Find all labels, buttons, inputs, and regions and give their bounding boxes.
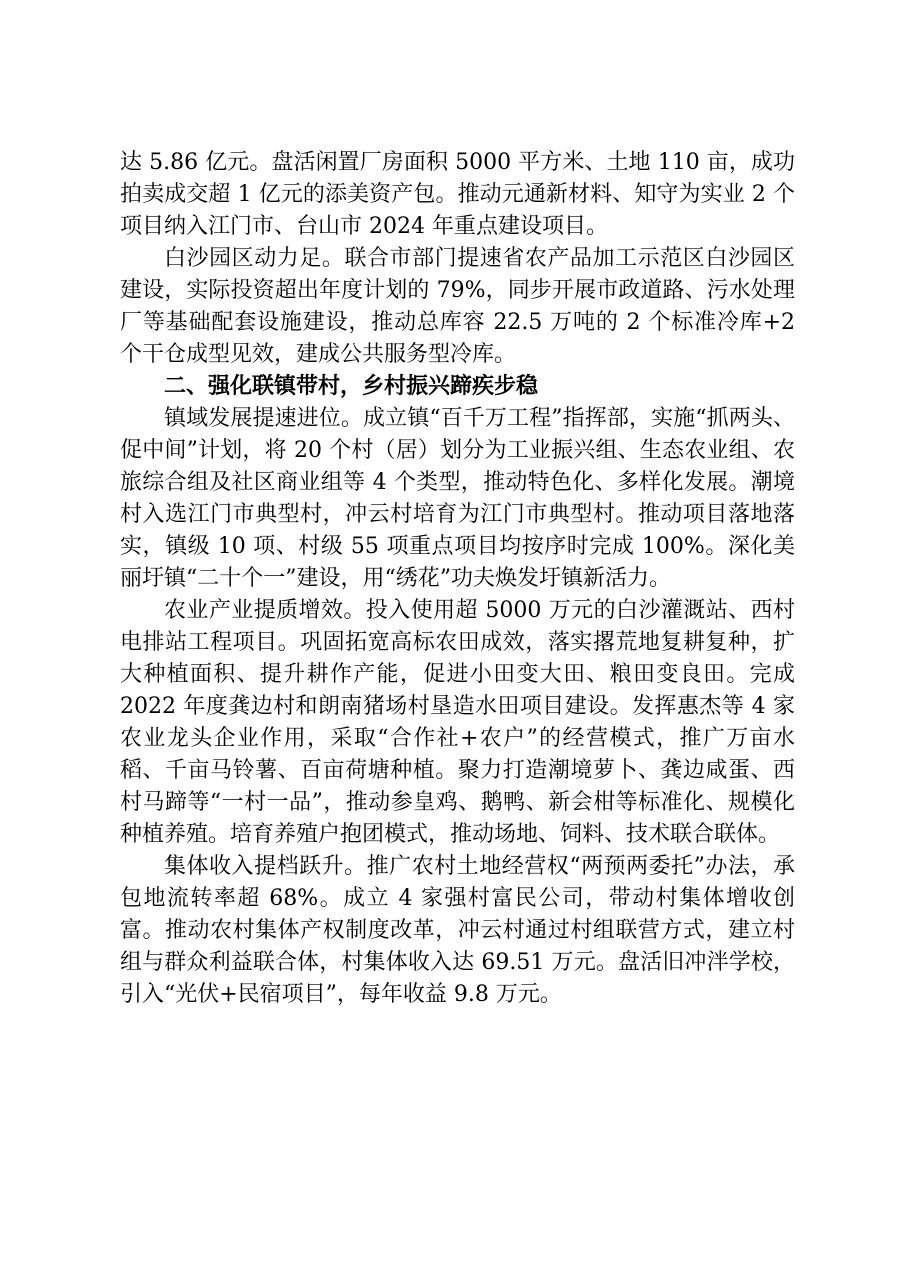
document-body [120,147,795,1011]
paragraph-town-development: 镇域发展提速进位。成立镇“百千万工程”指挥部，实施“抓两头、促中间”计划，将 20 个村（居）划分为工业振兴组、生态农业组、农旅综合组及社区商业组等 4 个类型，推动特色化、多样化发展。潮境村入选江门市典型村，冲云村培育为江门市典型村。推动项目落地落实，镇级 10 项、村级 55 项重点项目均按序时完成 100%。深化美丽圩镇“二十个一”建设，用“绣花”功夫焕发圩镇新活力。 [120,406,795,591]
paragraph-baisha-park: 白沙园区动力足。联合市部门提速省农产品加工示范区白沙园区建设，实际投资超出年度计划的 79%，同步开展市政道路、污水处理厂等基础配套设施建设，推动总库容 22.5 万吨的 2 个标准冷库+2 个干仓成型见效，建成公共服务型冷库。 [120,246,795,367]
section-heading: 二、强化联镇带村，乡村振兴蹄疾步稳 [164,374,539,399]
paragraph-continuation: 达 5.86 亿元。盘活闲置厂房面积 5000 平方米、土地 110 亩，成功拍卖成交超 1 亿元的添美资产包。推动元通新材料、知守为实业 2 个项目纳入江门市、台山市 2024 年重点建设项目。 [120,150,795,239]
paragraph-agriculture: 农业产业提质增效。投入使用超 5000 万元的白沙灌溉站、西村电排站工程项目。巩固拓宽高标农田成效，落实撂荒地复耕复种，扩大种植面积、提升耕作产能，促进小田变大田、粮田变良田。完成 2022 年度龚边村和朗南猪场村垦造水田项目建设。发挥惠杰等 4 家农业龙头企业作用，采取“合作社+农户”的经营模式，推广万亩水稻、千亩马铃薯、百亩荷塘种植。聚力打造潮境萝卜、龚边咸蛋、西村马蹄等“一村一品”，推动参皇鸡、鹅鸭、新会柑等标准化、规模化种植养殖。培育养殖户抱团模式，推动场地、饲料、技术联合联体。 [120,598,795,847]
paragraph-collective-income: 集体收入提档跃升。推广农村土地经营权“两预两委托”办法，承包地流转率超 68%。成立 4 家强村富民公司，带动村集体增收创富。推动农村集体产权制度改革，冲云村通过村组联营方式，建立村组与群众利益联合体，村集体收入达 69.51 万元。盘活旧冲泮学校，引入“光伏+民宿项目”，每年收益 9.8 万元。 [120,854,795,1007]
